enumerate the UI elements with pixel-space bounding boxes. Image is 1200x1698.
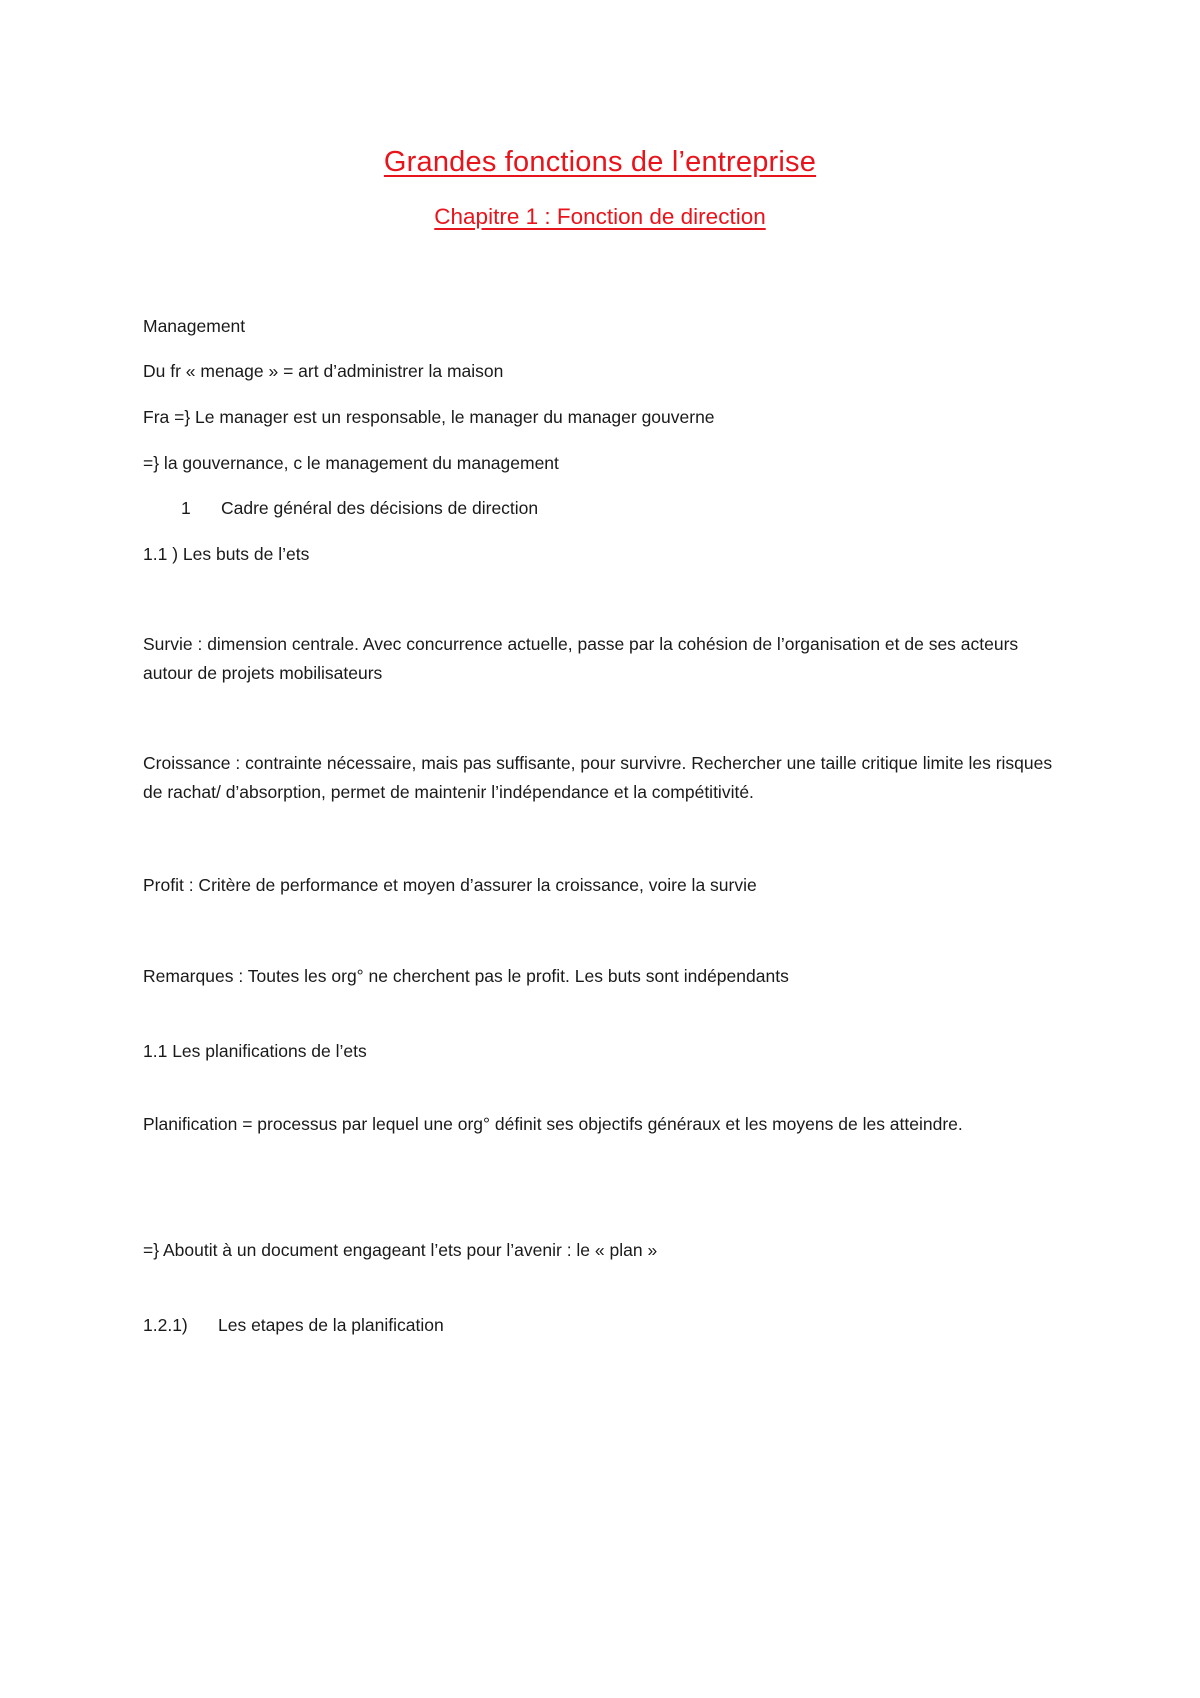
section-text: Les etapes de la planification xyxy=(218,1315,444,1335)
paragraph-planification: Planification = processus par lequel une org° définit ses objectifs généraux et les moyens de les atteindre. xyxy=(143,1114,963,1134)
section-text: Cadre général des décisions de direction xyxy=(221,498,539,518)
line-remarques: Remarques : Toutes les org° ne cherchent pas le profit. Les buts sont indépendants xyxy=(143,966,789,986)
document-title: Grandes fonctions de l’entreprise xyxy=(383,146,817,178)
paragraph-croissance: Croissance : contrainte nécessaire, mais pas suffisante, pour survivre. Rechercher une taille critique limite les risques de rachat/ d’absorption, permet de maintenir l’indépendance et la compétitivité. xyxy=(143,753,1053,802)
section-number: 1.2.1) xyxy=(143,1315,188,1335)
chapter-title: Chapitre 1 : Fonction de direction xyxy=(434,204,766,229)
line-aboutit: =} Aboutit à un document engageant l’ets pour l’avenir : le « plan » xyxy=(143,1240,658,1260)
line-du-fr: Du fr « menage » = art d’administrer la maison xyxy=(143,361,504,381)
section-number: 1 xyxy=(181,498,191,518)
line-buts: 1.1 ) Les buts de l’ets xyxy=(143,544,310,564)
line-fra: Fra =} Le manager est un responsable, le manager du manager gouverne xyxy=(143,407,715,427)
section-heading-1 xyxy=(181,493,1101,523)
paragraph-survie: Survie : dimension centrale. Avec concurrence actuelle, passe par la cohésion de l’organisation et de ses acteurs autour de projets mobilisateurs xyxy=(143,634,1019,683)
line-planifications: 1.1 Les planifications de l’ets xyxy=(143,1041,367,1061)
section-heading-121 xyxy=(143,1310,1063,1340)
line-management: Management xyxy=(143,316,246,336)
line-gouvernance: =} la gouvernance, c le management du management xyxy=(143,453,559,473)
line-profit: Profit : Critère de performance et moyen d’assurer la croissance, voire la survie xyxy=(143,875,757,895)
